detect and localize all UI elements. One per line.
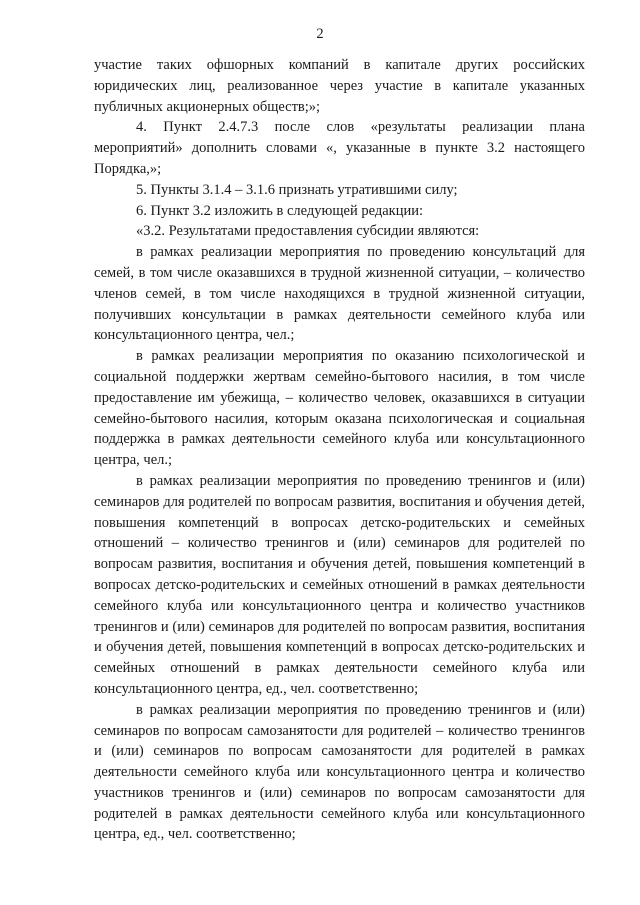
paragraph-item-6: 6. Пункт 3.2 изложить в следующей редакции: bbox=[136, 202, 424, 219]
paragraph-clause-3-2: «3.2. Результатами предоставления субсидии являются: bbox=[136, 223, 480, 240]
paragraph-consultations: в рамках реализации мероприятия по проведению консультаций для семей, в том числе оказавшихся в трудной жизненной ситуации, – количество членов семей, в том числе находящихся в трудной жизненной ситуации, получивших консультации в рамках деятельности семейного клуба или консультационного центра, чел.; bbox=[94, 244, 585, 344]
paragraph-psychological-support: в рамках реализации мероприятия по оказанию психологической и социальной поддержки жертвам семейно-бытового насилия, в том числе предоставление им убежища, – количество человек, оказавшихся в ситуации семейно-бытового насилия, которым оказана психологическая и социальная поддержка в рамках деятельности семейного клуба или консультационного центра, чел.; bbox=[94, 348, 585, 469]
paragraph-item-4: 4. Пункт 2.4.7.3 после слов «результаты реализации плана мероприятий» дополнить словами «, указанные в пункте 3.2 настоящего Порядка,»; bbox=[94, 119, 585, 177]
document-body bbox=[94, 55, 585, 845]
paragraph-continuation: участие таких офшорных компаний в капитале других российских юридических лиц, реализованное через участие в капитале указанных публичных акционерных обществ;»; bbox=[94, 57, 585, 115]
paragraph-parent-trainings: в рамках реализации мероприятия по проведению тренингов и (или) семинаров для родителей по вопросам развития, воспитания и обучения детей, повышения компетенций в вопросах детско-родительских и семейных отношений – количество тренингов и (или) семинаров для родителей по вопросам развития, воспитания и обучения детей, повышения компетенций в вопросах детско-родительских и семейных отношений в рамках деятельности семейного клуба или консультационного центра и количество участников тренингов и (или) семинаров для родителей по вопросам развития, воспитания и обучения детей, повышения компетенций в вопросах детско-родительских и семейных отношений в рамках деятельности семейного клуба или консультационного центра, ед., чел. соответственно; bbox=[94, 472, 585, 697]
paragraph-self-employment-trainings: в рамках реализации мероприятия по проведению тренингов и (или) семинаров по вопросам самозанятости для родителей – количество тренингов и (или) семинаров по вопросам самозанятости для родителей в рамках деятельности семейного клуба или консультационного центра и количество участников тренингов и (или) семинаров по вопросам самозанятости для родителей в рамках деятельности семейного клуба или консультационного центра, ед., чел. соответственно; bbox=[94, 701, 585, 843]
paragraph-item-5: 5. Пункты 3.1.4 – 3.1.6 признать утратившими силу; bbox=[136, 181, 458, 198]
page-number: 2 bbox=[316, 26, 324, 42]
